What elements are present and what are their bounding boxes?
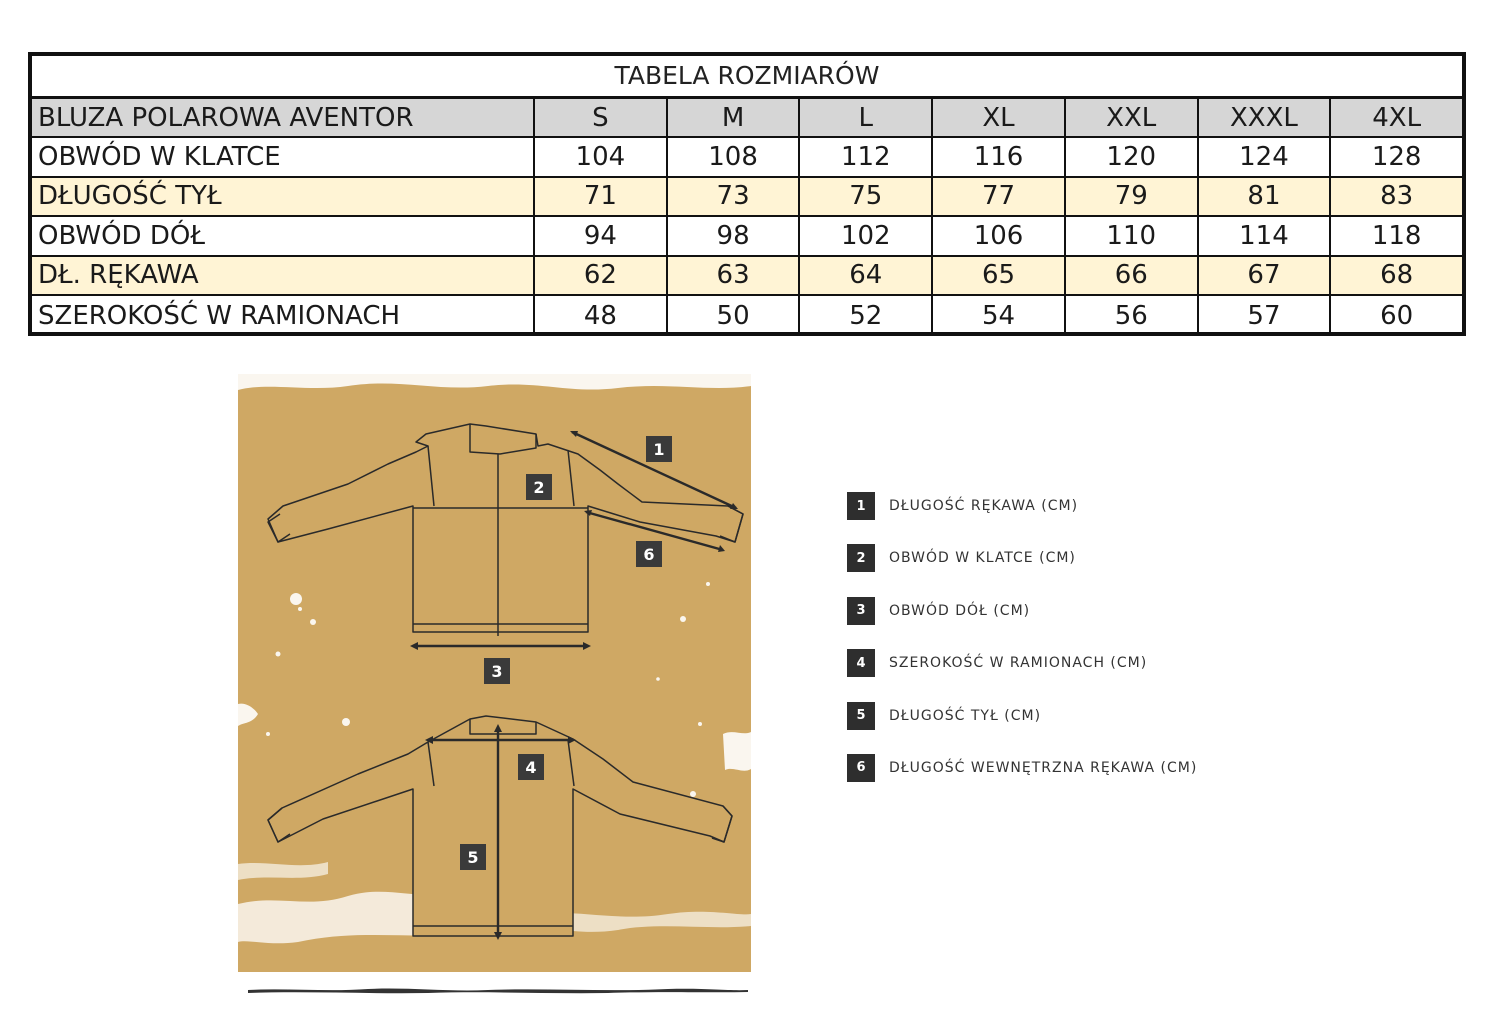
header-size-xl: XL [931,99,1064,136]
legend-item [847,597,1197,625]
row-label: DŁUGOŚĆ TYŁ [38,181,222,212]
table-cell: 124 [1197,138,1330,175]
table-cell: 68 [1329,257,1462,294]
legend-text: DŁUGOŚĆ WEWNĘTRZNA RĘKAWA (CM) [889,759,1198,776]
table-cell: 65 [931,257,1064,294]
header-product-name: BLUZA POLAROWA AVENTOR [38,102,414,133]
legend-item [847,754,1197,782]
row-label: DŁ. RĘKAWA [38,260,199,291]
size-table [28,52,1466,336]
legend-text: DŁUGOŚĆ TYŁ (CM) [889,707,1042,724]
row-label: OBWÓD DÓŁ [38,220,205,251]
table-row [32,138,1462,177]
table-cell: 83 [1329,178,1462,215]
table-cell: 66 [1064,257,1197,294]
legend-item [847,544,1197,572]
table-row [32,257,1462,296]
header-size-m: M [666,99,799,136]
legend-item [847,649,1197,677]
badge-6: 6 [636,541,662,567]
badge-1: 1 [646,436,672,462]
legend-number: 4 [847,649,875,677]
table-cell: 62 [533,257,666,294]
header-size-s: S [533,99,666,136]
table-cell: 77 [931,178,1064,215]
table-cell: 108 [666,138,799,175]
measurement-legend [847,492,1197,806]
legend-number: 3 [847,597,875,625]
table-cell: 118 [1329,217,1462,254]
table-cell: 106 [931,217,1064,254]
table-cell: 75 [798,178,931,215]
table-cell: 112 [798,138,931,175]
legend-text: OBWÓD DÓŁ (CM) [889,602,1031,619]
legend-text: SZEROKOŚĆ W RAMIONACH (CM) [889,655,1148,672]
legend-number: 1 [847,492,875,520]
legend-text: OBWÓD W KLATCE (CM) [889,550,1076,567]
table-cell: 104 [533,138,666,175]
badge-4: 4 [518,754,544,780]
table-row [32,178,1462,217]
badge-5: 5 [460,844,486,870]
header-size-4xl: 4XL [1329,99,1462,136]
table-cell: 102 [798,217,931,254]
table-row [32,296,1462,335]
table-cell: 56 [1064,296,1197,335]
header-size-xxl: XXL [1064,99,1197,136]
table-cell: 114 [1197,217,1330,254]
badge-2: 2 [526,474,552,500]
header-size-xxxl: XXXL [1197,99,1330,136]
legend-number: 5 [847,702,875,730]
table-cell: 71 [533,178,666,215]
table-cell: 63 [666,257,799,294]
table-cell: 73 [666,178,799,215]
table-cell: 94 [533,217,666,254]
table-cell: 52 [798,296,931,335]
legend-number: 6 [847,754,875,782]
table-cell: 48 [533,296,666,335]
row-label: SZEROKOŚĆ W RAMIONACH [38,300,401,331]
table-cell: 57 [1197,296,1330,335]
bottom-brush-stroke [248,986,748,994]
legend-text: DŁUGOŚĆ RĘKAWA (CM) [889,498,1079,514]
table-cell: 120 [1064,138,1197,175]
header-size-l: L [798,99,931,136]
legend-item [847,702,1197,730]
table-cell: 50 [666,296,799,335]
table-cell: 60 [1329,296,1462,335]
table-cell: 116 [931,138,1064,175]
table-header-row [32,99,1462,138]
row-label: OBWÓD W KLATCE [38,142,281,173]
table-cell: 64 [798,257,931,294]
table-cell: 110 [1064,217,1197,254]
table-cell: 67 [1197,257,1330,294]
table-row [32,217,1462,256]
table-cell: 54 [931,296,1064,335]
legend-number: 2 [847,544,875,572]
table-title: TABELA ROZMIARÓW [32,56,1462,99]
legend-item [847,492,1197,520]
garment-illustration [238,374,751,972]
table-cell: 98 [666,217,799,254]
table-cell: 79 [1064,178,1197,215]
badge-3: 3 [484,658,510,684]
table-cell: 128 [1329,138,1462,175]
table-cell: 81 [1197,178,1330,215]
